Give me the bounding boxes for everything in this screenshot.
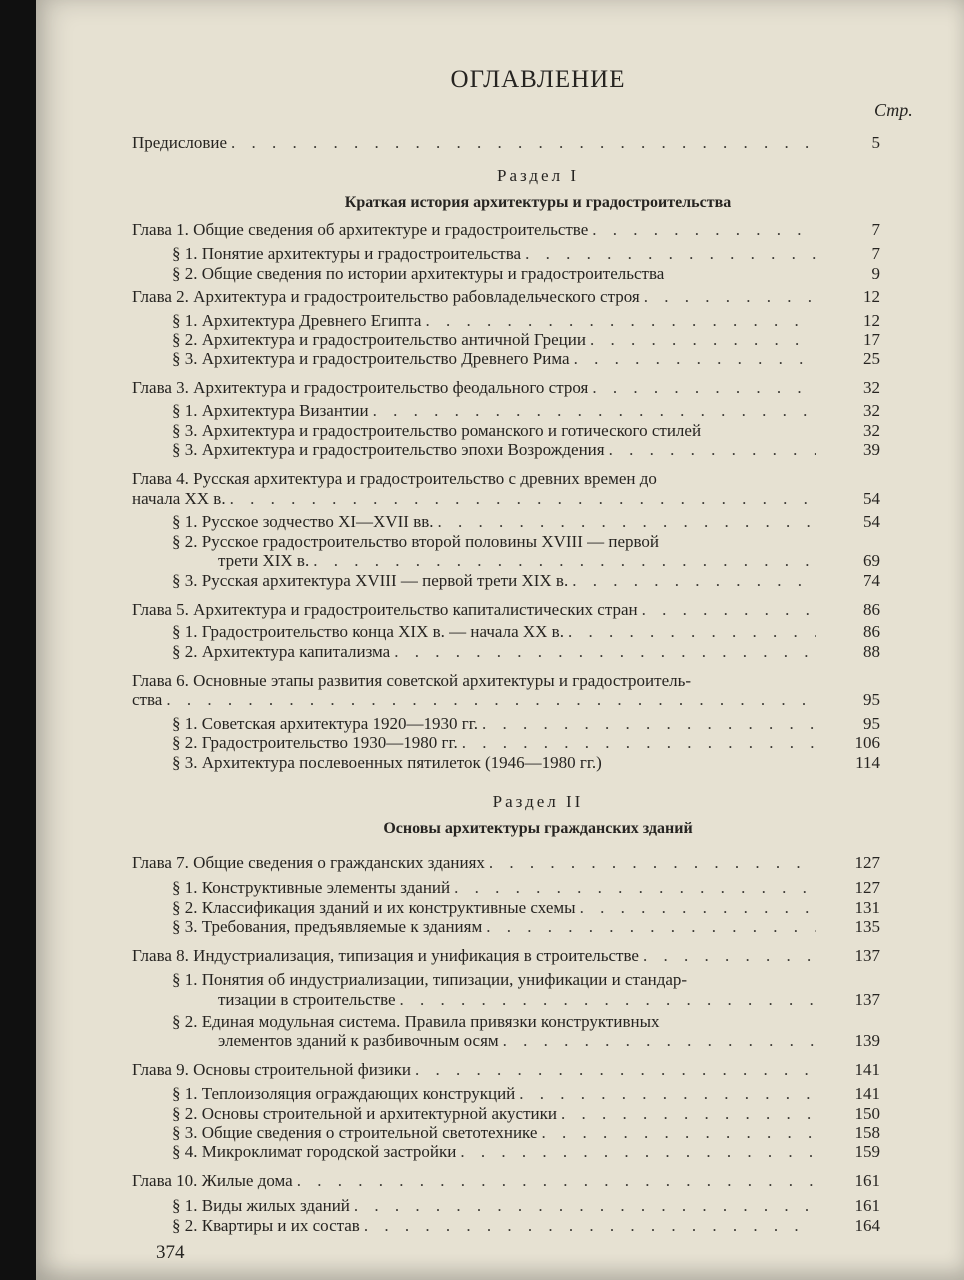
toc-entry: § 2. Основы строительной и архитектурной акустики . . . 150 (172, 1104, 880, 1124)
toc-entry: § 3. Общие сведения о строительной светотехнике . . . 158 (172, 1123, 880, 1143)
toc-entry: § 3. Архитектура и градостроительство Древнего Рима . . . 25 (172, 349, 880, 369)
toc-entry: § 3. Архитектура послевоенных пятилеток (1946—1980 гг.) 114 (172, 753, 880, 772)
toc-entry: § 1. Теплоизоляция ограждающих конструкций . . . 141 (172, 1084, 880, 1104)
toc-entry: Глава 6. Основные этапы развития советской архитектуры и градостроитель- (132, 671, 692, 690)
toc-entry: § 4. Микроклимат городской застройки . . . 159 (172, 1142, 880, 1162)
toc-entry: § 2. Архитектура и градостроительство античной Греции . . . 17 (172, 330, 880, 350)
toc-entry: § 1. Конструктивные элементы зданий . . . 127 (172, 878, 880, 898)
toc-entry: § 1. Понятия об индустриализации, типизации, унификации и стандар- (172, 970, 688, 989)
section-1-title: Краткая история архитектуры и градостроительства (344, 194, 732, 211)
toc-entry: § 2. Архитектура капитализма . . . 88 (172, 642, 880, 662)
toc-entry: Глава 8. Индустриализация, типизация и унификация в строительстве . . . 137 (132, 946, 880, 966)
toc-entry: § 3. Русская архитектура XVIII — первой трети XIX в. . . . 74 (172, 571, 880, 591)
toc-entry: Глава 1. Общие сведения об архитектуре и градостроительстве . . . 7 (132, 220, 880, 240)
toc-entry: Глава 4. Русская архитектура и градостроительство с древних времен до (132, 469, 657, 488)
toc-entry-preface: Предисловие . . . 5 (132, 133, 880, 153)
toc-entry: начала XX в. . . . 54 (132, 489, 880, 509)
toc-entry: § 1. Понятие архитектуры и градостроительства . . . 7 (172, 244, 880, 264)
section-1-label: Раздел I (497, 166, 579, 185)
toc-entry: Глава 5. Архитектура и градостроительство капиталистических стран . . . 86 (132, 600, 880, 620)
toc-entry: § 1. Советская архитектура 1920—1930 гг. . . . 95 (172, 714, 880, 734)
toc-entry: § 2. Единая модульная система. Правила привязки конструктивных (172, 1012, 660, 1031)
page-number: 374 (156, 1242, 185, 1263)
book-page (36, 0, 964, 1280)
toc-entry: Глава 7. Общие сведения о гражданских зданиях . . . 127 (132, 853, 880, 873)
toc-entry: § 3. Требования, предъявляемые к зданиям . . . 135 (172, 917, 880, 937)
toc-entry: § 3. Архитектура и градостроительство эпохи Возрождения . . . 39 (172, 440, 880, 460)
toc-entry: ства . . . 95 (132, 690, 880, 710)
toc-entry: § 1. Виды жилых зданий . . . 161 (172, 1196, 880, 1216)
toc-entry: тизации в строительстве . . . 137 (218, 990, 880, 1010)
toc-entry: § 3. Архитектура и градостроительство романского и готического стилей 32 (172, 421, 880, 440)
section-2-label: Раздел II (492, 792, 584, 811)
section-2-title: Основы архитектуры гражданских зданий (383, 820, 693, 837)
toc-entry: трети XIX в. . . . 69 (218, 551, 880, 571)
toc-entry: § 2. Градостроительство 1930—1980 гг. . . . 106 (172, 733, 880, 753)
toc-entry: § 1. Архитектура Византии . . . 32 (172, 401, 880, 421)
toc-entry: § 1. Русское зодчество XI—XVII вв. . . . 54 (172, 512, 880, 532)
toc-entry: § 2. Русское градостроительство второй половины XVIII — первой (172, 532, 660, 551)
toc-entry: элементов зданий к разбивочным осям . . . 139 (218, 1031, 880, 1051)
page-column-label: Стр. (874, 100, 913, 120)
toc-entry: Глава 9. Основы строительной физики . . . 141 (132, 1060, 880, 1080)
toc-entry: Глава 3. Архитектура и градостроительство феодального строя . . . 32 (132, 378, 880, 398)
toc-entry: § 2. Общие сведения по истории архитектуры и градостроительства 9 (172, 264, 880, 283)
toc-entry: § 1. Градостроительство конца XIX в. — начала XX в. . . . 86 (172, 622, 880, 642)
toc-entry: Глава 10. Жилые дома . . . 161 (132, 1171, 880, 1191)
toc-entry: Глава 2. Архитектура и градостроительство рабовладельческого строя . . . 12 (132, 287, 880, 307)
toc-entry: § 2. Классификация зданий и их конструктивные схемы . . . 131 (172, 898, 880, 918)
page-title: ОГЛАВЛЕНИЕ (450, 66, 626, 93)
toc-entry: § 2. Квартиры и их состав . . . 164 (172, 1216, 880, 1236)
toc-entry: § 1. Архитектура Древнего Египта . . . 12 (172, 311, 880, 331)
